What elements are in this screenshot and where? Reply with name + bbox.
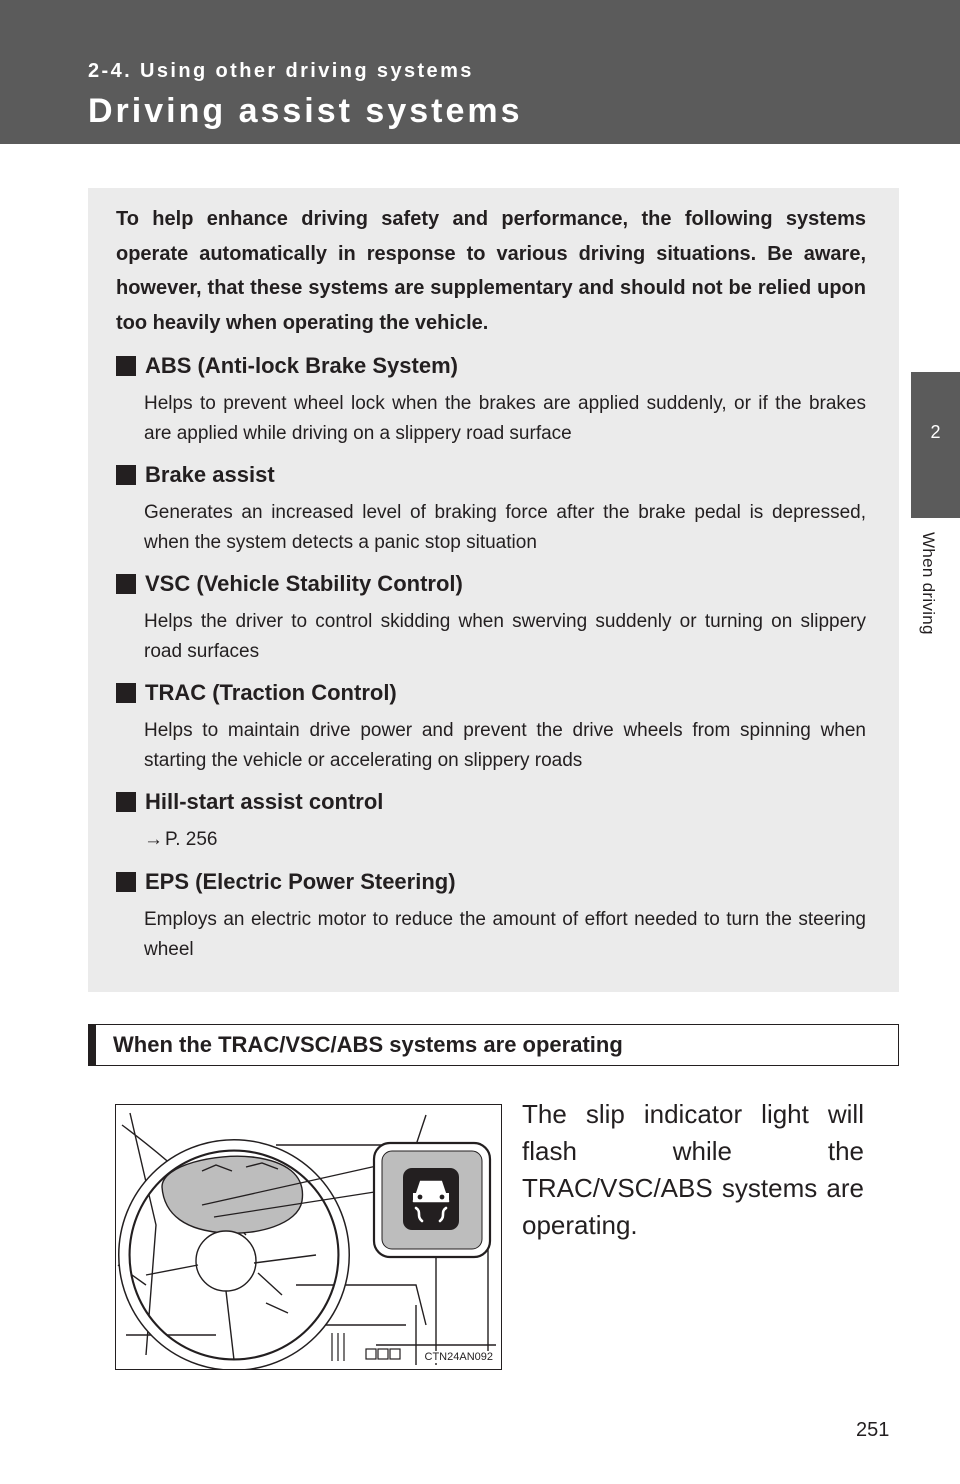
item-heading bbox=[116, 868, 876, 896]
dashboard-illustration bbox=[115, 1104, 502, 1370]
square-bullet-icon bbox=[116, 574, 136, 594]
watermark: carmanualsonline.info bbox=[698, 1455, 911, 1477]
item-body: Generates an increased level of braking force after the brake pedal is depressed, when the system detects a panic stop situation bbox=[144, 502, 866, 553]
dashboard-drawing bbox=[116, 1105, 501, 1369]
subsection-heading bbox=[88, 1024, 899, 1066]
item-heading bbox=[116, 679, 876, 707]
item-trac bbox=[116, 679, 876, 775]
page-number: 251 bbox=[856, 1419, 890, 1441]
chapter-tab-number: 2 bbox=[930, 422, 941, 442]
chapter-tab[interactable] bbox=[911, 372, 960, 518]
figure-code: CTN24AN092 bbox=[424, 1351, 493, 1363]
item-vsc bbox=[116, 570, 876, 666]
subsection-heading-text: When the TRAC/VSC/ABS systems are operating bbox=[113, 1032, 623, 1057]
item-heading bbox=[116, 352, 876, 380]
subsection-heading-bar bbox=[89, 1025, 96, 1065]
square-bullet-icon bbox=[116, 465, 136, 485]
square-bullet-icon bbox=[116, 792, 136, 812]
square-bullet-icon bbox=[116, 683, 136, 703]
header-band bbox=[0, 0, 960, 144]
item-body: Helps the driver to control skidding when swerving suddenly or turning on slippery road surfaces bbox=[144, 611, 866, 662]
item-body bbox=[144, 825, 866, 855]
item-heading-text: VSC (Vehicle Stability Control) bbox=[145, 571, 463, 596]
side-divider bbox=[911, 520, 960, 522]
item-brake-assist bbox=[116, 461, 876, 557]
item-body: Helps to prevent wheel lock when the brakes are applied suddenly, or if the brakes are applied while driving on a slippery road surface bbox=[144, 393, 866, 444]
square-bullet-icon bbox=[116, 356, 136, 376]
section-label: 2-4. Using other driving systems bbox=[88, 60, 474, 82]
item-body: Helps to maintain drive power and prevent the drive wheels from spinning when starting the vehicle or accelerating on slippery roads bbox=[144, 720, 866, 771]
page-reference-link[interactable]: P. 256 bbox=[165, 829, 218, 850]
slip-indicator-description: The slip indicator light will flash while the TRAC/VSC/ABS systems are operating. bbox=[522, 1099, 864, 1240]
item-heading-text: Brake assist bbox=[145, 462, 275, 487]
item-abs bbox=[116, 352, 876, 448]
arrow-icon: → bbox=[144, 829, 163, 850]
item-heading bbox=[116, 461, 876, 489]
item-hill-start bbox=[116, 788, 876, 855]
chapter-label: When driving bbox=[919, 532, 938, 635]
item-eps bbox=[116, 868, 876, 964]
item-heading bbox=[116, 570, 876, 598]
item-heading-text: ABS (Anti-lock Brake System) bbox=[145, 353, 458, 378]
item-heading-text: TRAC (Traction Control) bbox=[145, 680, 397, 705]
page-title: Driving assist systems bbox=[88, 92, 523, 130]
item-body: Employs an electric motor to reduce the amount of effort needed to turn the steering wheel bbox=[144, 909, 866, 960]
item-heading-text: EPS (Electric Power Steering) bbox=[145, 869, 456, 894]
intro-panel bbox=[88, 188, 899, 992]
square-bullet-icon bbox=[116, 872, 136, 892]
item-heading-text: Hill-start assist control bbox=[145, 789, 384, 814]
intro-text: To help enhance driving safety and performance, the following systems operate automatically in response to various driving situations. Be aware, however, that these systems are supplementary and should not be relied upon too heavily when operating the vehicle. bbox=[116, 208, 866, 334]
item-heading bbox=[116, 788, 876, 816]
